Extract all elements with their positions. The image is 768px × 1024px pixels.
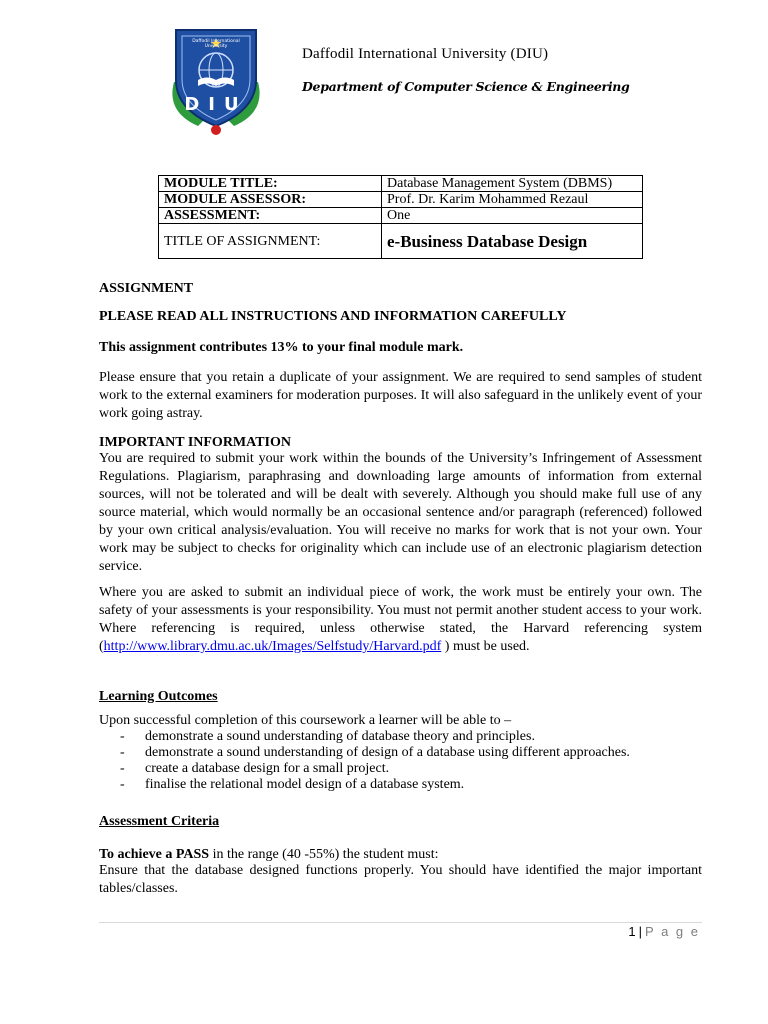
page-number (628, 924, 700, 939)
list-item-text: create a database design for a small project. (145, 761, 390, 776)
table-label: MODULE TITLE: (159, 176, 382, 192)
learning-outcomes-intro: Upon successful completion of this coursework a learner will be able to – (99, 713, 512, 728)
bullet-dash: - (120, 777, 125, 792)
university-name: Daffodil International University (DIU) (302, 46, 549, 62)
list-item-text: demonstrate a sound understanding of design of a database using different approaches. (145, 745, 630, 760)
logo-initials: DIU (184, 94, 248, 115)
assessment-criteria-heading: Assessment Criteria (99, 814, 220, 829)
table-value: Prof. Dr. Karim Mohammed Rezaul (382, 192, 643, 208)
page-separator: | (638, 924, 643, 939)
list-item (99, 745, 702, 761)
pass-label: To achieve a PASS (99, 847, 210, 862)
list-item-text: finalise the relational model design of a database system. (145, 777, 465, 792)
bullet-dash: - (120, 729, 125, 744)
table-row (159, 224, 643, 259)
pass-criteria-body: Ensure that the database designed functions properly. You should have identified the major important tables/classes. (99, 863, 702, 896)
important-body: You are required to submit your work within the bounds of the University’s Infringement of Assessment Regulations. Plagiarism, paraphrasing and downloading large amounts of information from external sources, will not be tolerated and will be dealt with severely. Although you should make full use of any source material, which would normally be an occasional sentence and/or paragraph (referenced) followed by your own critical analysis/evaluation. You will receive no marks for work that is not your own. Your work may be subject to checks for originality which can include use of an electronic plagiarism detection service. (99, 451, 702, 574)
table-row (159, 192, 643, 208)
assignment-heading: ASSIGNMENT (99, 281, 194, 296)
table-value: Database Management System (DBMS) (382, 176, 643, 192)
harvard-link[interactable]: http://www.library.dmu.ac.uk/Images/Selfstudy/Harvard.pdf (103, 639, 442, 654)
duplicate-notice: Please ensure that you retain a duplicate of your assignment. We are required to send samples of student work to the external examiners for moderation purposes. It will also safeguard in the unlikely event of your work going astray. (99, 370, 702, 421)
list-item (99, 729, 702, 745)
table-row (159, 176, 643, 192)
assignment-title: e-Business Database Design (382, 224, 643, 259)
contribution-note: This assignment contributes 13% to your final module mark. (99, 340, 464, 355)
university-logo (160, 22, 272, 136)
table-label: TITLE OF ASSIGNMENT: (159, 224, 382, 259)
department-name: Department of Computer Science & Engineering (302, 79, 630, 94)
page-word: P a g e (645, 924, 700, 939)
table-label: MODULE ASSESSOR: (159, 192, 382, 208)
table-value: One (382, 208, 643, 224)
bullet-dash: - (120, 761, 125, 776)
logo-text: Daffodil International University (192, 39, 240, 49)
read-instructions-heading: PLEASE READ ALL INSTRUCTIONS AND INFORMATION CAREFULLY (99, 309, 567, 324)
list-item (99, 761, 702, 777)
list-item (99, 777, 702, 793)
table-label: ASSESSMENT: (159, 208, 382, 224)
individual-work-paragraph (99, 584, 702, 656)
page-number-value: 1 (628, 924, 636, 939)
important-heading: IMPORTANT INFORMATION (99, 435, 292, 450)
pass-range: in the range (40 -55%) the student must: (209, 847, 439, 862)
individual-work-after-link: ) must be used. (441, 639, 530, 654)
footer-divider (99, 922, 702, 923)
module-info-table (158, 175, 643, 259)
individual-work-text: Where you are asked to submit an individual piece of work, the work must be entirely your own. The safety of your assessments is your responsibility. You must not permit another student access to your work. Where referencing is required, unless otherwise stated, the Harvard referencing system ( (99, 585, 702, 654)
learning-outcomes-list (99, 729, 702, 793)
list-item-text: demonstrate a sound understanding of database theory and principles. (145, 729, 535, 744)
bullet-dash: - (120, 745, 125, 760)
learning-outcomes-heading: Learning Outcomes (99, 689, 218, 704)
table-row (159, 208, 643, 224)
